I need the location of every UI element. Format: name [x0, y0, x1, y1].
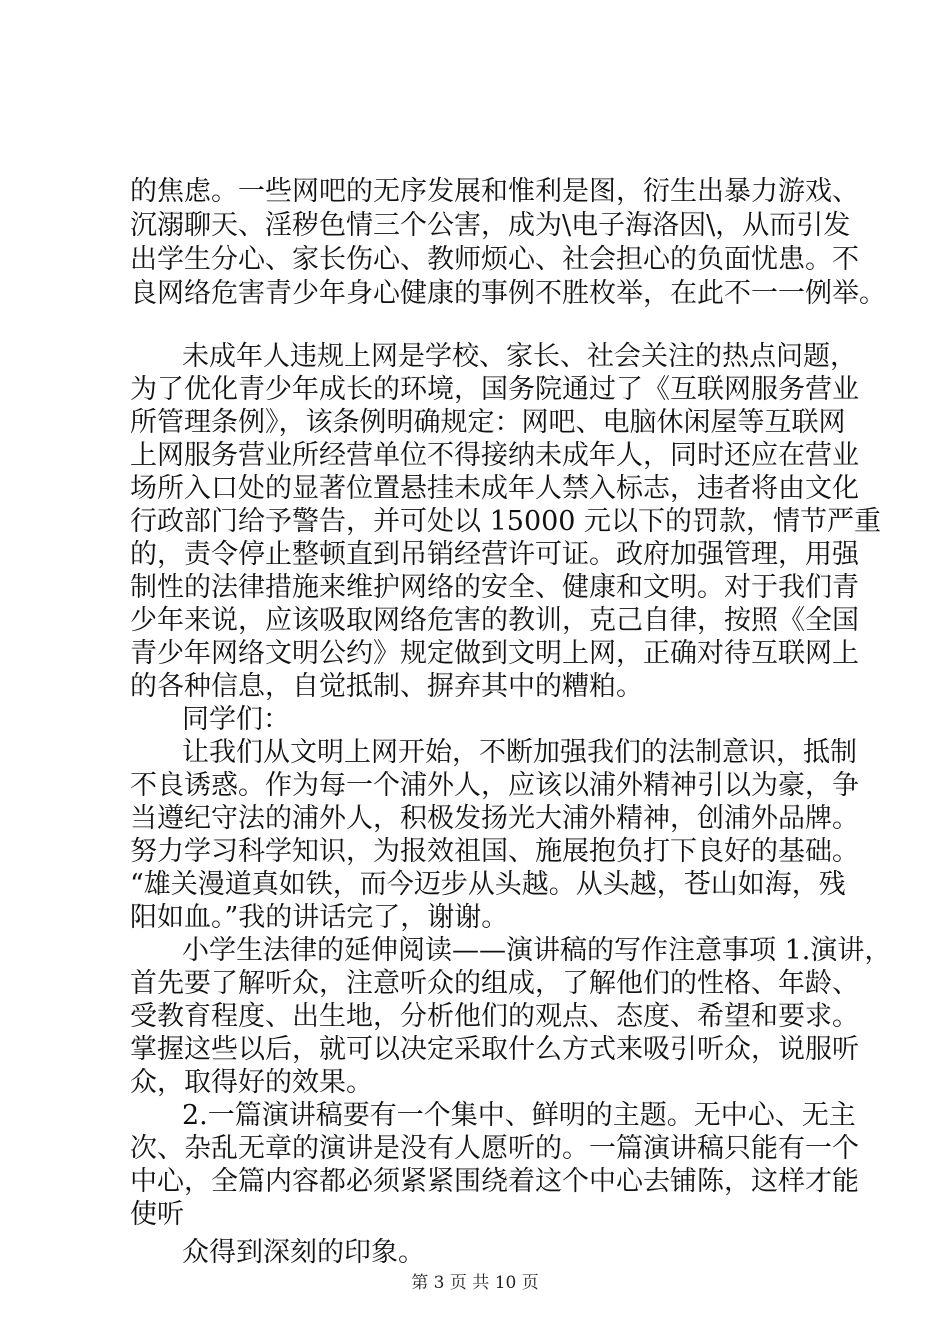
text-line: 场所入口处的显著位置悬挂未成年人禁入标志，违者将由文化	[130, 473, 859, 504]
text-line: 行政部门给予警告，并可处以 15000 元以下的罚款，情节严重	[130, 506, 882, 537]
text-line: 良网络危害青少年身心健康的事例不胜枚举，在此不一一例举。	[130, 278, 886, 309]
text-line: 未成年人违规上网是学校、家长、社会关注的热点问题，	[182, 341, 857, 372]
text-line: 当遵纪守法的浦外人，积极发扬光大浦外精神，创浦外品牌。	[130, 803, 859, 834]
text-line: 为了优化青少年成长的环境，国务院通过了《互联网服务营业	[130, 374, 859, 405]
text-line: 上网服务营业所经营单位不得接纳未成年人，同时还应在营业	[130, 440, 859, 471]
text-line: 让我们从文明上网开始，不断加强我们的法制意识，抵制	[182, 737, 857, 768]
text-line: 的，责令停止整顿直到吊销经营许可证。政府加强管理，用强	[130, 539, 859, 570]
text-line: 的各种信息，自觉抵制、摒弃其中的糟粕。	[130, 671, 643, 702]
text-line: 不良诱惑。作为每一个浦外人，应该以浦外精神引以为豪，争	[130, 770, 859, 801]
text-line: 众，取得好的效果。	[130, 1067, 373, 1098]
text-line: 所管理条例》，该条例明确规定：网吧、电脑休闲屋等互联网	[130, 407, 846, 438]
text-line: 掌握这些以后，就可以决定采取什么方式来吸引听众，说服听	[130, 1034, 859, 1065]
text-line: 小学生法律的延伸阅读——演讲稿的写作注意事项 1.演讲，	[182, 935, 892, 966]
text-line: 使听	[130, 1199, 184, 1230]
text-line: 沉溺聊天、淫秽色情三个公害，成为\电子海洛因\，从而引发	[130, 210, 851, 241]
text-line: 制性的法律措施来维护网络的安全、健康和文明。对于我们青	[130, 572, 859, 603]
text-line: 2.一篇演讲稿要有一个集中、鲜明的主题。无中心、无主	[182, 1100, 856, 1131]
text-line: 努力学习科学知识，为报效祖国、施展抱负打下良好的基础。	[130, 836, 859, 867]
text-line: 少年来说，应该吸取网络危害的教训，克己自律，按照《全国	[130, 605, 859, 636]
page-footer: 第 3 页 共 10 页	[411, 1273, 539, 1293]
text-line: 中心，全篇内容都必须紧紧围绕着这个中心去铺陈，这样才能	[130, 1166, 859, 1197]
text-line: “雄关漫道真如铁，而今迈步从头越。从头越，苍山如海，残	[130, 869, 846, 900]
text-line: 首先要了解听众，注意听众的组成，了解他们的性格、年龄、	[130, 968, 859, 999]
salutation: 同学们：	[182, 704, 290, 735]
text-line: 众得到深刻的印象。	[182, 1237, 425, 1268]
text-line: 出学生分心、家长伤心、教师烦心、社会担心的负面忧患。不	[130, 244, 859, 275]
text-line: 次、杂乱无章的演讲是没有人愿听的。一篇演讲稿只能有一个	[130, 1133, 859, 1164]
text-line: 受教育程度、出生地，分析他们的观点、态度、希望和要求。	[130, 1001, 859, 1032]
text-line: 的焦虑。一些网吧的无序发展和惟利是图，衍生出暴力游戏、	[130, 176, 859, 207]
text-line: 阳如血。”我的讲话完了，谢谢。	[130, 902, 509, 933]
text-line: 青少年网络文明公约》规定做到文明上网，正确对待互联网上	[130, 638, 859, 669]
